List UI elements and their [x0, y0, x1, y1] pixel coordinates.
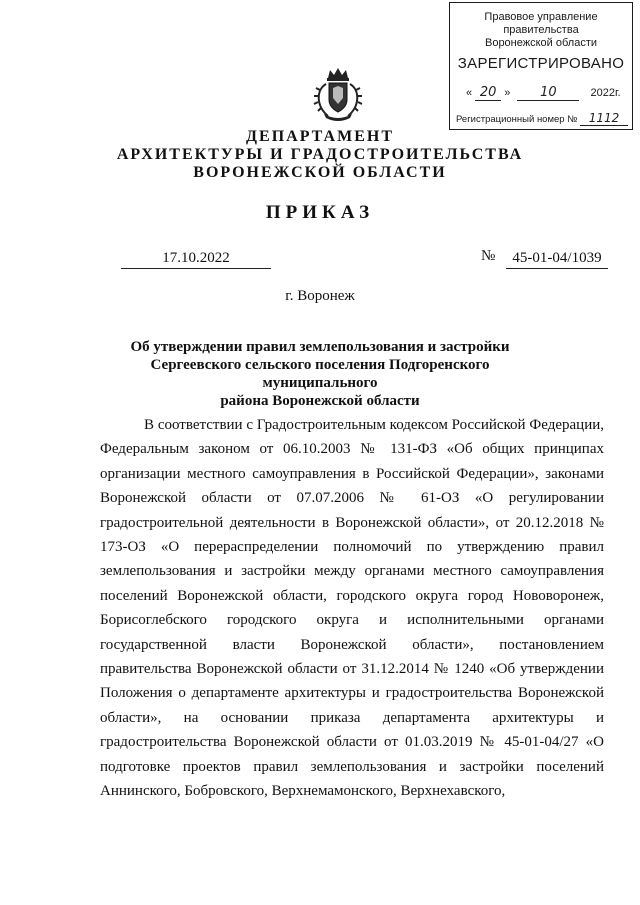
registration-stamp: [449, 2, 633, 130]
coat-of-arms-emblem: [312, 66, 364, 122]
order-city: г. Воронеж: [285, 288, 355, 304]
stamp-reg-number-row: [456, 111, 628, 126]
stamp-date: [466, 85, 621, 101]
order-subject: [100, 338, 540, 410]
department-heading-line2: АРХИТЕКТУРЫ И ГРАДОСТРОИТЕЛЬСТВА: [116, 146, 524, 163]
stamp-date-month: 10: [517, 85, 579, 101]
order-number-underline: [506, 268, 608, 269]
stamp-reg-number-label: Регистрационный номер №: [456, 114, 578, 125]
order-number: 45-01-04/1039: [512, 250, 602, 266]
stamp-status: ЗАРЕГИСТРИРОВАНО: [457, 55, 625, 72]
stamp-reg-number: 1112: [580, 111, 628, 126]
stamp-org-line2: Воронежской области: [484, 37, 597, 49]
stamp-date-quote-close: »: [504, 87, 511, 99]
stamp-date-year: 2022г.: [590, 87, 621, 99]
document-type-title: ПРИКАЗ: [265, 202, 375, 223]
stamp-date-day: 20: [475, 85, 501, 101]
order-subject-line1: Об утверждении правил землепользования и застройки: [130, 339, 510, 355]
order-date: 17.10.2022: [162, 250, 230, 266]
department-heading-line3: ВОРОНЕЖСКОЙ ОБЛАСТИ: [193, 164, 447, 181]
order-subject-line2: Сергеевского сельского поселения Подгоренского муниципального: [150, 357, 490, 391]
order-number-sign: №: [481, 248, 496, 264]
body-paragraph: В соответствии с Градостроительным кодексом Российской Федерации, Федеральным законом от 06.10.2003 № 131-ФЗ «Об общих принципах организации местного самоуправления в Российской Федерации», законами Воронежской области от 07.07.2006 № 61-ОЗ «О регулировании градостроительной деятельности в Воронежской области», от 20.12.2018 № 173-ОЗ «О перераспределении полномочий по утверждению правил землепользования и застройки между органами местного самоуправления поселений Воронежской области, городского округа город Нововоронеж, Борисоглебского городского округа и исполнительными органами государственной власти Воронежской области», постановлением правительства Воронежской области от 31.12.2014 № 1240 «Об утверждении Положения о департаменте архитектуры и градостроительства Воронежской области», на основании приказа департамента архитектуры и градостроительства Воронежской области от 01.03.2019 № 45-01-04/27 «О подготовке проектов правил землепользования и застройки поселений Аннинского, Бобровского, Верхнемамонского, Верхнехавского,: [100, 417, 604, 800]
stamp-org-line1: Правовое управление правительства: [484, 11, 598, 36]
order-subject-line3: района Воронежской области: [220, 393, 420, 409]
order-body: [100, 413, 604, 804]
order-date-underline: [121, 268, 271, 269]
department-heading: [0, 128, 640, 182]
stamp-organization: [450, 11, 632, 50]
department-heading-line1: ДЕПАРТАМЕНТ: [246, 128, 394, 145]
stamp-date-quote-open: «: [466, 87, 473, 99]
